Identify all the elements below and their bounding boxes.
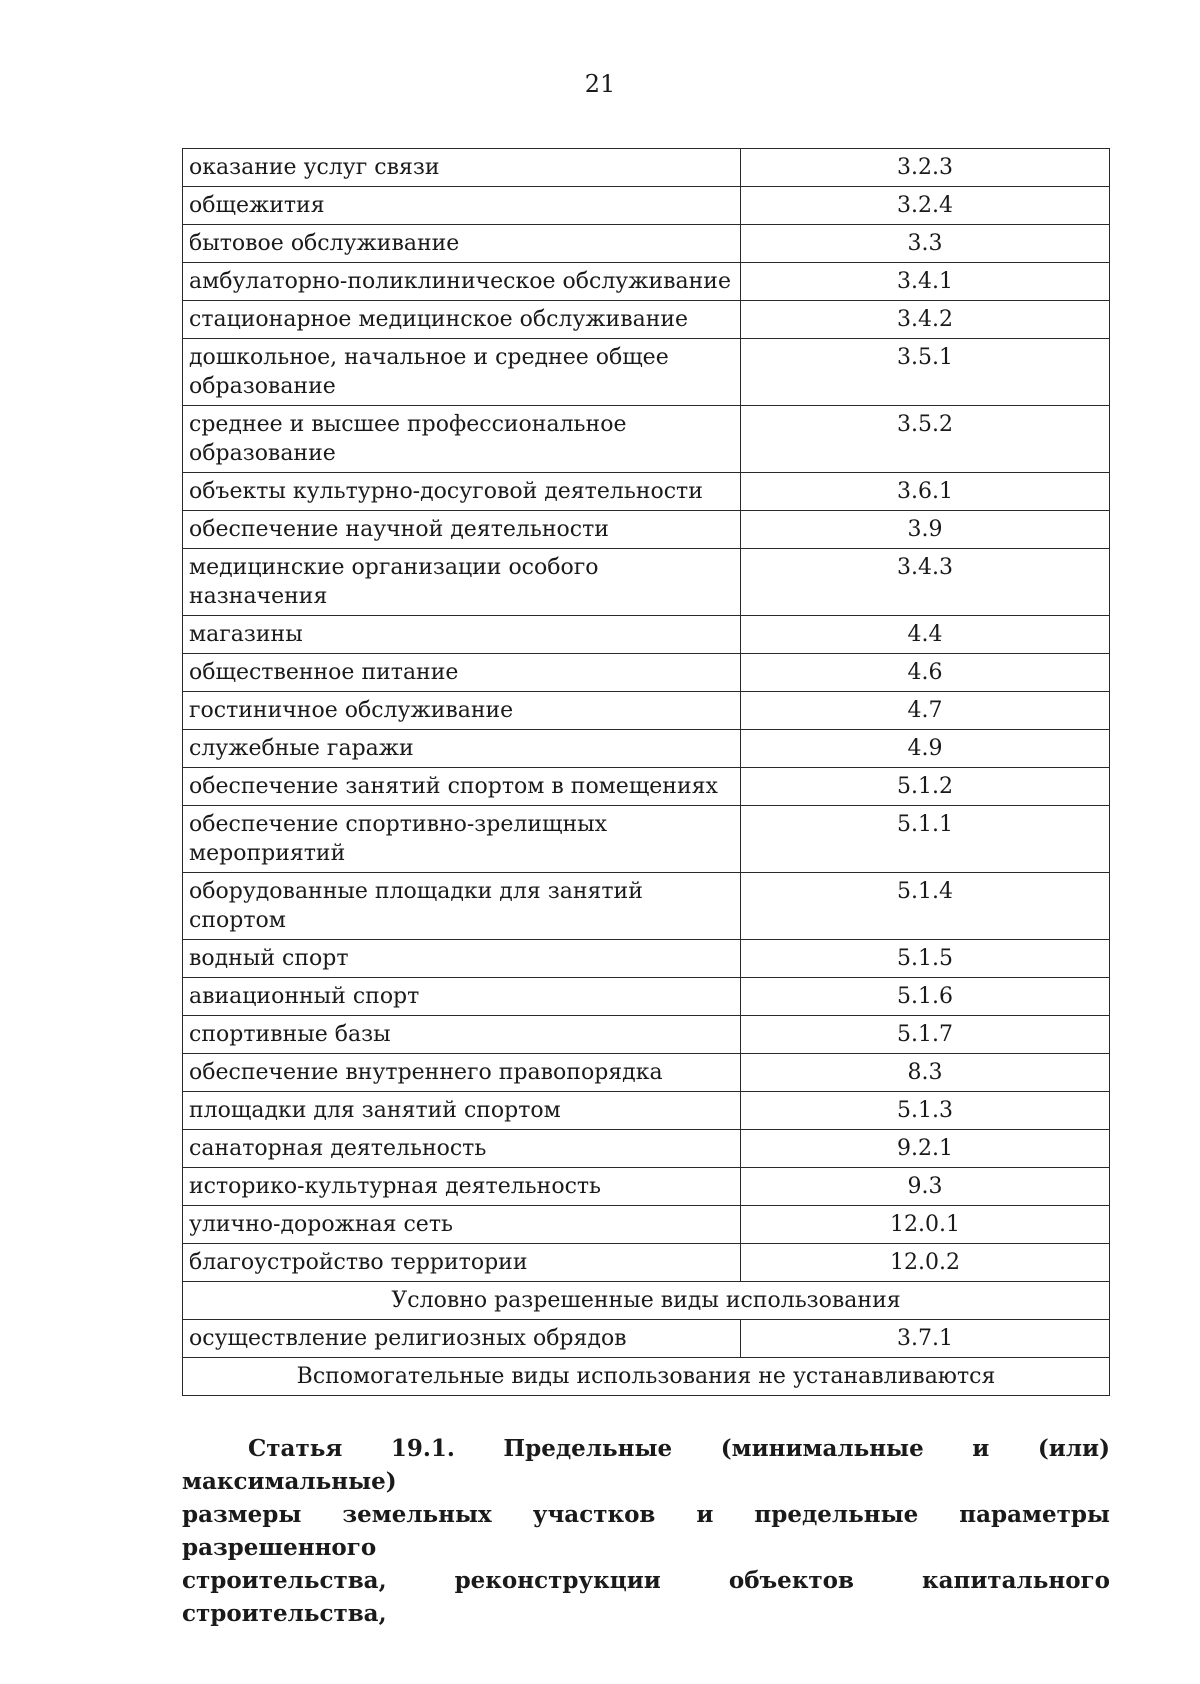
land-use-name: площадки для занятий спортом xyxy=(183,1092,741,1130)
land-use-code: 12.0.2 xyxy=(741,1244,1110,1282)
land-use-code: 4.7 xyxy=(741,692,1110,730)
land-use-name: улично-дорожная сеть xyxy=(183,1206,741,1244)
table-row xyxy=(183,149,1110,187)
land-use-code: 5.1.5 xyxy=(741,940,1110,978)
land-use-name: осуществление религиозных обрядов xyxy=(183,1320,741,1358)
section-header-conditional-uses: Условно разрешенные виды использования xyxy=(183,1282,1110,1320)
table-row xyxy=(183,1320,1110,1358)
land-use-code: 3.5.2 xyxy=(741,406,1110,473)
land-use-code: 5.1.2 xyxy=(741,768,1110,806)
land-use-name: общежития xyxy=(183,187,741,225)
page-number: 21 xyxy=(584,70,616,98)
land-use-name: среднее и высшее профессиональное образование xyxy=(183,406,741,473)
land-use-code: 3.5.1 xyxy=(741,339,1110,406)
land-use-name: историко-культурная деятельность xyxy=(183,1168,741,1206)
table-row xyxy=(183,1130,1110,1168)
land-use-name: благоустройство территории xyxy=(183,1244,741,1282)
land-use-name: амбулаторно-поликлиническое обслуживание xyxy=(183,263,741,301)
land-use-name: оборудованные площадки для занятий спортом xyxy=(183,873,741,940)
land-use-code: 3.3 xyxy=(741,225,1110,263)
land-use-code: 5.1.6 xyxy=(741,978,1110,1016)
land-use-name: водный спорт xyxy=(183,940,741,978)
table-row xyxy=(183,473,1110,511)
land-use-code: 3.6.1 xyxy=(741,473,1110,511)
article-heading-line: строительства, реконструкции объектов капитального строительства, xyxy=(182,1567,1110,1627)
table-row xyxy=(183,1206,1110,1244)
land-use-name: гостиничное обслуживание xyxy=(183,692,741,730)
land-use-name: оказание услуг связи xyxy=(183,149,741,187)
table-row xyxy=(183,616,1110,654)
land-use-name: общественное питание xyxy=(183,654,741,692)
land-use-table-body xyxy=(183,149,1110,1396)
land-use-name: служебные гаражи xyxy=(183,730,741,768)
table-row xyxy=(183,940,1110,978)
land-use-code: 3.2.3 xyxy=(741,149,1110,187)
land-use-name: магазины xyxy=(183,616,741,654)
land-use-name: санаторная деятельность xyxy=(183,1130,741,1168)
land-use-name: обеспечение спортивно-зрелищных мероприятий xyxy=(183,806,741,873)
land-use-name: обеспечение занятий спортом в помещениях xyxy=(183,768,741,806)
land-use-code: 8.3 xyxy=(741,1054,1110,1092)
table-row xyxy=(183,730,1110,768)
table-row xyxy=(183,978,1110,1016)
table-row xyxy=(183,1244,1110,1282)
table-row xyxy=(183,1054,1110,1092)
land-use-name: обеспечение научной деятельности xyxy=(183,511,741,549)
land-use-code: 4.4 xyxy=(741,616,1110,654)
land-use-code: 5.1.3 xyxy=(741,1092,1110,1130)
table-row xyxy=(183,406,1110,473)
table-row xyxy=(183,549,1110,616)
table-row xyxy=(183,263,1110,301)
land-use-name: бытовое обслуживание xyxy=(183,225,741,263)
table-row xyxy=(183,339,1110,406)
table-row xyxy=(183,806,1110,873)
land-use-code: 3.4.1 xyxy=(741,263,1110,301)
land-use-name: дошкольное, начальное и среднее общее образование xyxy=(183,339,741,406)
article-heading-line: размеры земельных участков и предельные параметры разрешенного xyxy=(182,1501,1110,1561)
land-use-code: 12.0.1 xyxy=(741,1206,1110,1244)
table-row xyxy=(183,873,1110,940)
auxiliary-uses-note: Вспомогательные виды использования не устанавливаются xyxy=(183,1358,1110,1396)
table-row xyxy=(183,511,1110,549)
land-use-code: 4.6 xyxy=(741,654,1110,692)
land-use-code: 9.2.1 xyxy=(741,1130,1110,1168)
land-use-code: 3.4.2 xyxy=(741,301,1110,339)
land-use-name: стационарное медицинское обслуживание xyxy=(183,301,741,339)
land-use-code: 3.7.1 xyxy=(741,1320,1110,1358)
article-heading xyxy=(182,1432,1110,1630)
land-use-code: 4.9 xyxy=(741,730,1110,768)
table-row xyxy=(183,301,1110,339)
land-use-name: объекты культурно-досуговой деятельности xyxy=(183,473,741,511)
land-use-code: 3.9 xyxy=(741,511,1110,549)
table-row xyxy=(183,1092,1110,1130)
table-row xyxy=(183,692,1110,730)
table-row xyxy=(183,654,1110,692)
land-use-code: 9.3 xyxy=(741,1168,1110,1206)
land-use-name: авиационный спорт xyxy=(183,978,741,1016)
land-use-name: медицинские организации особого назначения xyxy=(183,549,741,616)
land-use-name: спортивные базы xyxy=(183,1016,741,1054)
table-row xyxy=(183,187,1110,225)
table-row xyxy=(183,225,1110,263)
land-use-code: 5.1.1 xyxy=(741,806,1110,873)
land-use-code: 3.4.3 xyxy=(741,549,1110,616)
table-row xyxy=(183,1358,1110,1396)
table-row xyxy=(183,1168,1110,1206)
land-use-table xyxy=(182,148,1110,1396)
land-use-code: 5.1.4 xyxy=(741,873,1110,940)
table-row xyxy=(183,768,1110,806)
article-heading-line: Статья 19.1. Предельные (минимальные и (или) максимальные) xyxy=(182,1435,1110,1495)
land-use-code: 5.1.7 xyxy=(741,1016,1110,1054)
land-use-name: обеспечение внутреннего правопорядка xyxy=(183,1054,741,1092)
table-row xyxy=(183,1016,1110,1054)
land-use-code: 3.2.4 xyxy=(741,187,1110,225)
table-row xyxy=(183,1282,1110,1320)
